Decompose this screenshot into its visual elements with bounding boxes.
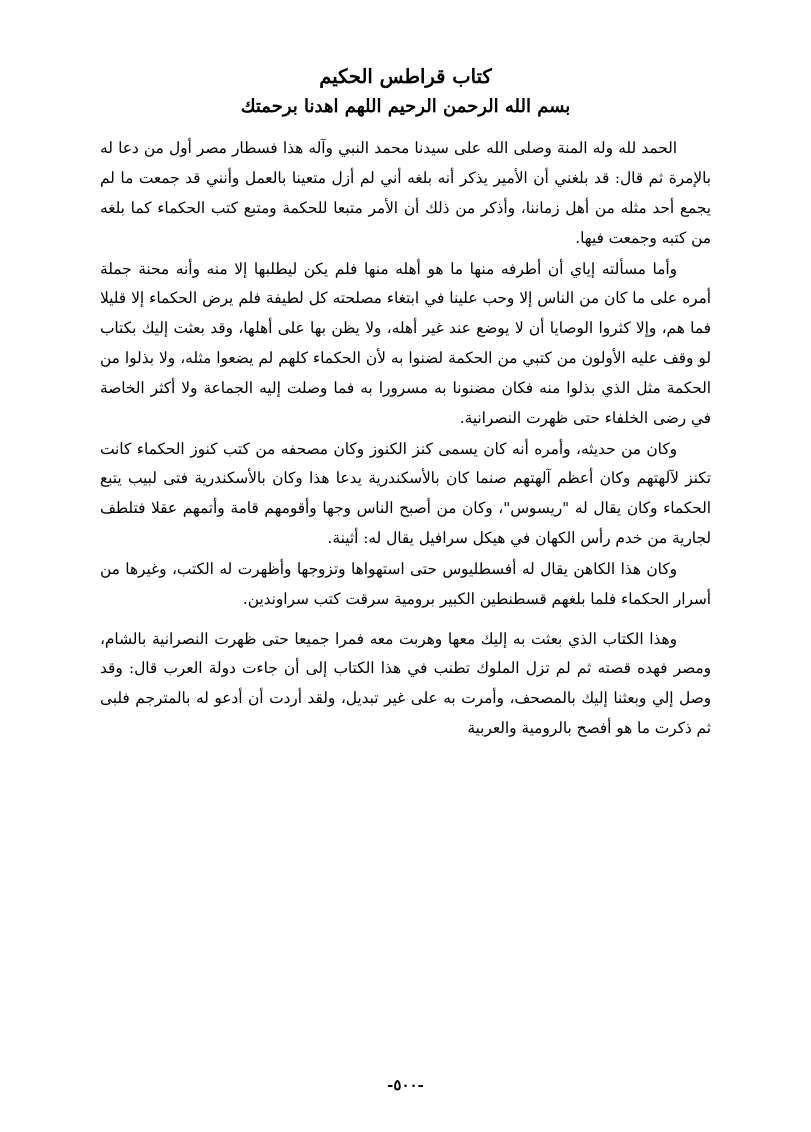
page-title: كتاب قراطس الحكيم [319, 65, 492, 88]
document-body [100, 134, 711, 745]
page-number: -٥٠٠- [387, 1076, 424, 1094]
paragraph: وكان من حديثه، وأمره أنه كان يسمى كنز الكنوز وكان مصحفه من كتب كنوز الحكماء كانت تكنز لآلهتهم وكان أعظم آلهتهم صنما كان بالأسكندرية يدعا هذا وكان بالأسكندرية فتى لبيب يتبع الحكماء وكان يقال له "ريسوس"، وكان من أصبح الناس وجها وأقومهم قامة وأتمهم عقلا فتلطف لجارية من خدم رأس الكهان في هيكل سرافيل يقال له: أثينة. [100, 439, 711, 548]
paragraph: وأما مسألته إياي أن أطرفه منها ما هو أهله منها فلم يكن ليطلبها إلا منه وأنه محنة جملة أمره على ما كان من الناس إلا وحب علينا في ابتغاء مصلحته كل لطيفة فلم يرض الحكماء إلا قليلا فما هم، وإلا كثروا الوصايا أن لا يوضع عند غير أهله، ولا يظن بها على أهلها، وقد بعثت إليك بكتاب لو وقف عليه الأولون من كتبي من الحكمة لضنوا به لأن الحكماء كلهم لم يضعوا مثله، ولا بذلوا من الحكمة مثل الذي بذلوا منه فكان مضنونا به مسرورا به فما وصلت إليه الجماعة ولا أكثر الخاصة في رضى الخلفاء حتى ظهرت النصرانية. [100, 259, 711, 427]
paragraph: الحمد لله وله المنة وصلى الله على سيدنا محمد النبي وآله هذا فسطار مصر أول من دعا له بالإمرة ثم قال: قد بلغني أن الأمير يذكر أنه بلغه أني لم أزل متعينا بالعمل وأنني قد جمعت ما لم يجمع أحد مثله من أهل زماننا، وأذكر من ذلك أن الأمر متبعا للحكمة ومتبع كتب الحكماء كما بلغه من كتبه وجمعت فيها. [100, 139, 711, 247]
paragraph: وهذا الكتاب الذي بعثت به إليك معها وهربت معه فمرا جميعا حتى ظهرت النصرانية بالشام، ومصر فهده قصته ثم لم تزل الملوك تطنب في هذا الكتاب إلى أن جاءت دولة العرب قال: وقد وصل إلي وبعثنا إليك بالمصحف، وأمرت به على غير تبديل، ولقد أردت أن أدعو له بالمترجم فلبى ثم ذكرت ما هو أفصح بالرومية والعربية [100, 629, 711, 737]
paragraph: وكان هذا الكاهن يقال له أفسطليوس حتى استهواها وتزوجها وأظهرت له الكتب، وغيرها من أسرار الحكماء فلما بلغهم قسطنطين الكبير برومية سرقت كتب سراوندين. [100, 559, 711, 608]
page-subtitle: بسم الله الرحمن الرحيم اللهم اهدنا برحمتك [240, 96, 571, 118]
paragraph-spacer [100, 616, 711, 625]
